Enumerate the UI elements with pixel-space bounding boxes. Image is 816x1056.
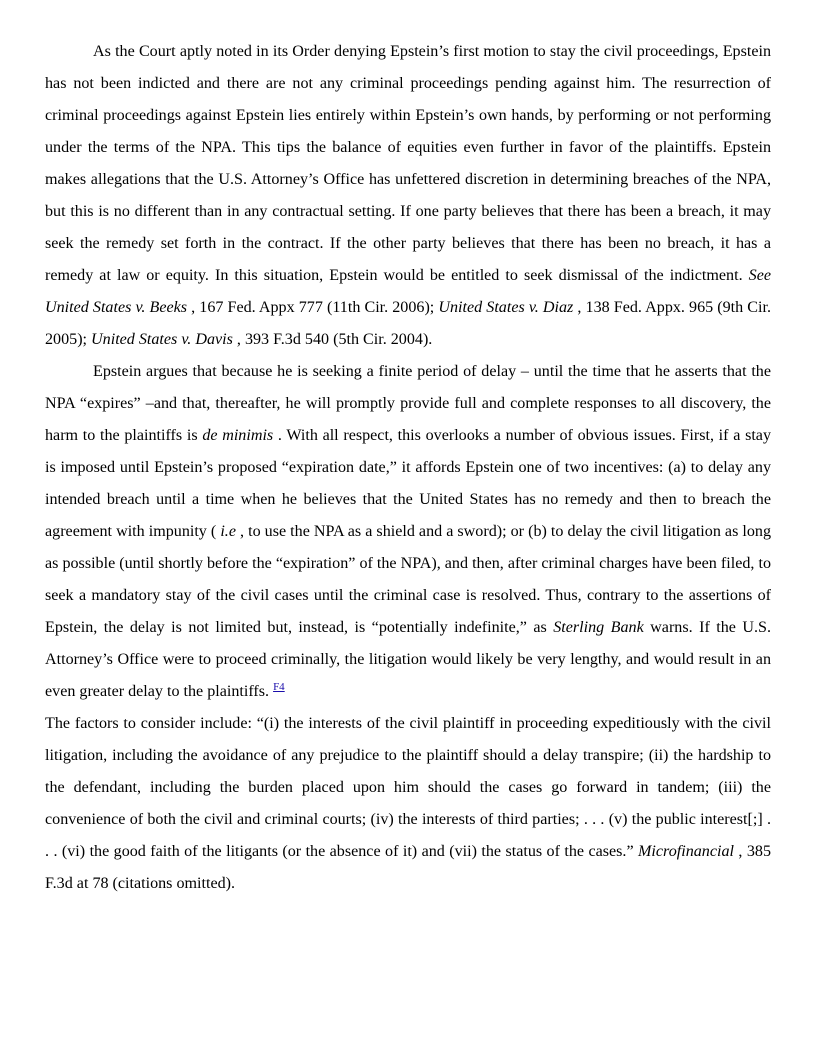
citation-text: , 393 F.3d 540 (5th Cir. 2004). [232, 331, 433, 348]
italic-term: de minimis [202, 427, 274, 444]
paragraph-text: Epstein argues that because he is seeking a finite period of delay – until the time that he asserts that the NPA “expires” –and that, thereafter, he will promptly provide full and complete responses to all discovery, the harm to the plaintiffs is [45, 363, 771, 444]
case-citation: United States v. Davis [91, 331, 233, 348]
case-citation: See United States v. Beeks [45, 267, 771, 316]
paragraph-text: . With all respect, this overlooks a number of obvious issues. First, if a stay is imposed until Epstein’s proposed “expiration date,” it affords Epstein one of two incentives: (a) to delay any intended breach until a time when he believes that the United States has no remedy and then to breach the agreement with impunity ( [45, 427, 771, 540]
paragraph-text: As the Court aptly noted in its Order denying Epstein’s first motion to stay the civil proceedings, Epstein has not been indicted and there are not any criminal proceedings pending against him. The resurrection of criminal proceedings against Epstein lies entirely within Epstein’s own hands, by performing or not performing under the terms of the NPA. This tips the balance of equities even further in favor of the plaintiffs. Epstein makes allegations that the U.S. Attorney’s Office has unfettered discretion in determining breaches of the NPA, but this is no different than in any contractual setting. If one party believes that there has been a breach, it may seek the remedy set forth in the contract. If the other party believes that there has been no breach, it has a remedy at law or equity. In this situation, Epstein would be entitled to seek dismissal of the indictment. [45, 43, 771, 284]
footnote-link[interactable]: F4 [273, 681, 285, 693]
case-citation: United States v. Diaz [438, 299, 574, 316]
citation-text: , 138 Fed. Appx. 965 (9th Cir. 2005); [45, 299, 772, 348]
italic-term: i.e [220, 523, 236, 540]
case-citation: Microfinancial [638, 843, 734, 860]
paragraph-text: The factors to consider include: “(i) the interests of the civil plaintiff in proceeding expeditiously with the civil litigation, including the avoidance of any prejudice to the plaintiff should a delay transpire; (ii) the hardship to the defendant, including the burden placed upon him should the cases go forward in tandem; (iii) the convenience of both the civil and criminal courts; (iv) the interests of third parties; . . . (v) the public interest[;] . . . (vi) the good faith of the litigants (or the absence of it) and (vii) the status of the cases.” [45, 715, 771, 860]
citation-text: , 167 Fed. Appx 777 (11th Cir. 2006); [187, 299, 439, 316]
paragraph-text: warns. If the U.S. Attorney’s Office were to proceed criminally, the litigation would likely be very lengthy, and would result in an even greater delay to the plaintiffs. [45, 619, 771, 700]
case-citation: Sterling Bank [553, 619, 644, 636]
paragraph-court-order [45, 36, 771, 356]
citation-text: , 385 F.3d at 78 (citations omitted). [45, 843, 772, 892]
paragraph-footnote-factors [45, 708, 771, 900]
paragraph-delay-argument [45, 356, 771, 708]
document-page [45, 36, 771, 900]
paragraph-text: , to use the NPA as a shield and a sword); or (b) to delay the civil litigation as long as possible (until shortly before the “expiration” of the NPA), and then, after criminal charges have been filed, to seek a mandatory stay of the civil cases until the criminal case is resolved. Thus, contrary to the assertions of Epstein, the delay is not limited but, instead, is “potentially indefinite,” as [45, 523, 772, 636]
